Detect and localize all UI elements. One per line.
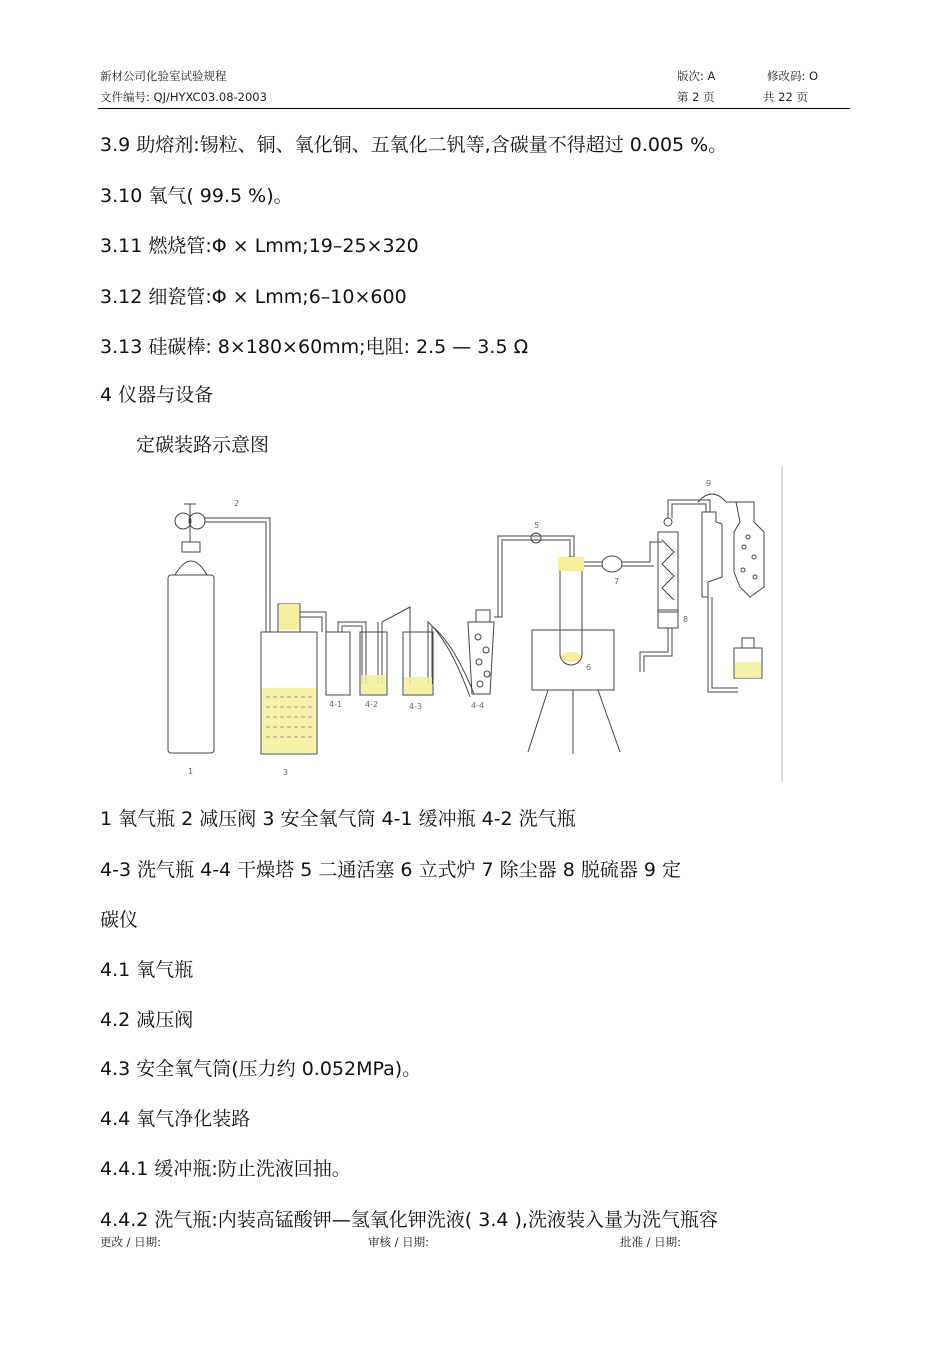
diagram-label-7: 7 <box>614 577 620 586</box>
line-3-11: 3.11 燃烧管:Φ × Lmm;19–25×320 <box>100 235 419 257</box>
item-4-1: 4.1 氧气瓶 <box>100 959 194 981</box>
line-3-10: 3.10 氧气( 99.5 %)。 <box>100 185 293 207</box>
legend-line-1: 1 氧气瓶 2 减压阀 3 安全氧气筒 4-1 缓冲瓶 4-2 洗气瓶 <box>100 808 576 830</box>
oxygen-cylinder-shape <box>168 504 214 753</box>
diagram-label-9: 9 <box>706 479 712 488</box>
diagram-label-6: 6 <box>586 663 592 672</box>
diagram-label-3: 3 <box>283 768 289 777</box>
item-4-3: 4.3 安全氧气筒(压力约 0.052MPa)。 <box>100 1058 422 1080</box>
stopcock-tube <box>494 536 574 617</box>
diagram-label-5: 5 <box>534 521 540 530</box>
footer-review: 审核 / 日期: <box>368 1235 430 1249</box>
header-rule <box>98 108 850 109</box>
section-4-heading: 4 仪器与设备 <box>100 384 214 406</box>
legend-line-2: 4-3 洗气瓶 4-4 干燥塔 5 二通活塞 6 立式炉 7 除尘器 8 脱硫器 9 定 <box>100 859 682 881</box>
header-page-total: 共 22 页 <box>763 90 808 104</box>
buffer-bottle-shape <box>326 632 350 695</box>
diagram-caption: 定碳装路示意图 <box>136 434 270 456</box>
diagram-label-1: 1 <box>188 767 194 776</box>
header-revision: 修改码: O <box>767 69 819 83</box>
dust-remover-shape <box>602 556 622 572</box>
diagram-label-2: 2 <box>234 499 240 508</box>
drying-tower-shape <box>468 622 494 694</box>
item-4-4: 4.4 氧气净化装路 <box>100 1108 251 1130</box>
carbon-determination-apparatus-diagram <box>150 462 790 787</box>
legend-line-3: 碳仪 <box>100 909 139 931</box>
header-page-number: 第 2 页 <box>677 90 715 104</box>
line-3-9: 3.9 助熔剂:锡粒、铜、氧化铜、五氧化二钒等,含碳量不得超过 0.005 %。 <box>100 134 728 156</box>
line-3-12: 3.12 细瓷管:Φ × Lmm;6–10×600 <box>100 286 407 308</box>
desulfurizer-shape <box>640 500 710 672</box>
footer-approve: 批准 / 日期: <box>620 1235 682 1249</box>
stopcock-valve-shape <box>531 533 541 543</box>
diagram-label-4-3: 4-3 <box>409 702 423 711</box>
diagram-label-8: 8 <box>683 615 689 624</box>
header-version: 版次: A <box>677 69 716 83</box>
liquid-fills <box>262 557 761 753</box>
footer-change: 更改 / 日期: <box>100 1235 162 1249</box>
header-title: 新材公司化验室试验规程 <box>100 69 227 83</box>
diagram-label-4-1: 4-1 <box>329 700 343 709</box>
line-3-13: 3.13 硅碳棒: 8×180×60mm;电阻: 2.5 — 3.5 Ω <box>100 336 529 358</box>
diagram-label-4-2: 4-2 <box>365 700 379 709</box>
reducing-valve-tube <box>205 518 270 632</box>
item-4-4-2: 4.4.2 洗气瓶:内装高锰酸钾—氢氧化钾洗液( 3.4 ),洗液装入量为洗气瓶容 <box>100 1209 718 1231</box>
diagram-label-4-4: 4-4 <box>471 701 485 710</box>
item-4-4-1: 4.4.1 缓冲瓶:防止洗液回抽。 <box>100 1158 351 1180</box>
item-4-2: 4.2 减压阀 <box>100 1009 194 1031</box>
header-doc-number: 文件编号: QJ/HYXC03.08-2003 <box>100 90 267 104</box>
